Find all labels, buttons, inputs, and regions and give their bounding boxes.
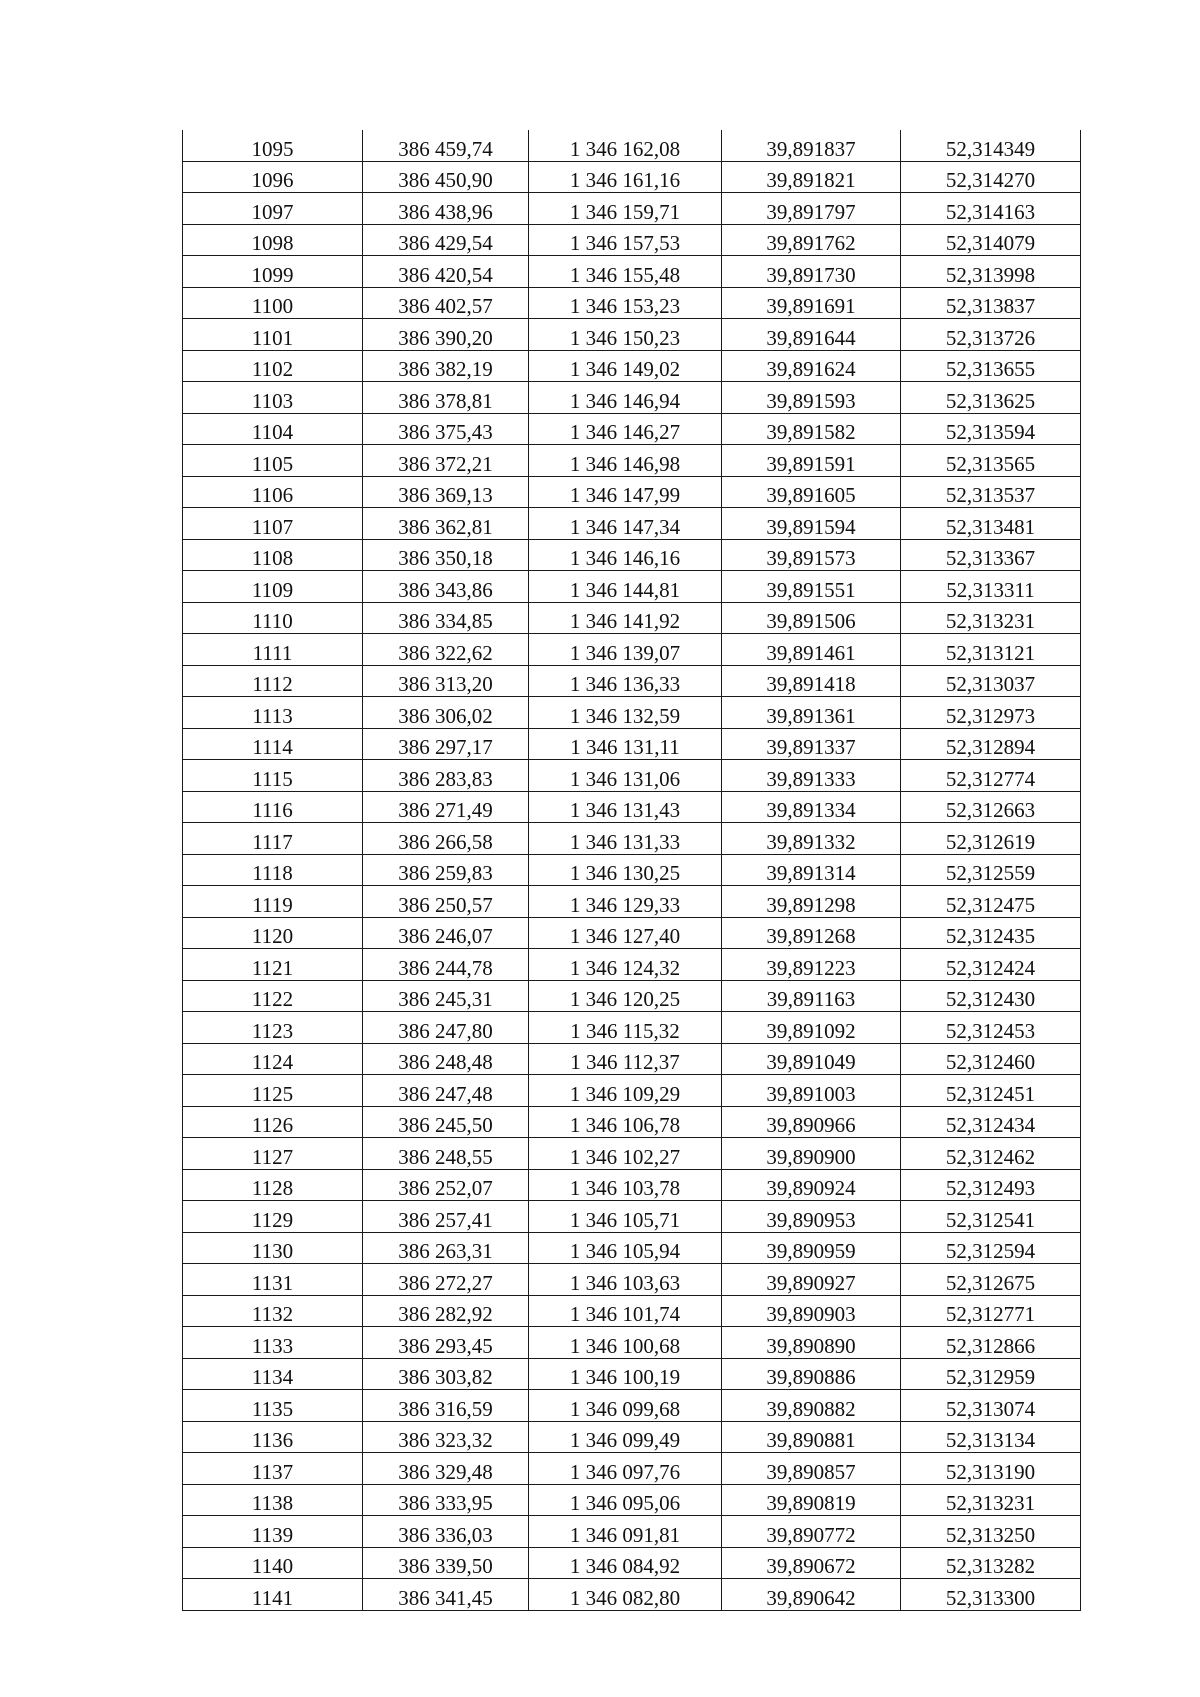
longitude-cell: 52,312462 xyxy=(901,1138,1081,1170)
x-coordinate-cell: 386 272,27 xyxy=(363,1264,529,1296)
x-coordinate-cell: 386 282,92 xyxy=(363,1295,529,1327)
point-number-cell: 1115 xyxy=(183,760,363,792)
x-coordinate-cell: 386 322,62 xyxy=(363,634,529,666)
y-coordinate-cell: 1 346 139,07 xyxy=(529,634,722,666)
x-coordinate-cell: 386 245,50 xyxy=(363,1106,529,1138)
x-coordinate-cell: 386 372,21 xyxy=(363,445,529,477)
latitude-cell: 39,891461 xyxy=(722,634,901,666)
y-coordinate-cell: 1 346 155,48 xyxy=(529,256,722,288)
y-coordinate-cell: 1 346 100,19 xyxy=(529,1358,722,1390)
latitude-cell: 39,890819 xyxy=(722,1484,901,1516)
point-number-cell: 1122 xyxy=(183,980,363,1012)
latitude-cell: 39,891506 xyxy=(722,602,901,634)
table-row xyxy=(183,1358,1081,1390)
latitude-cell: 39,891332 xyxy=(722,823,901,855)
table-row xyxy=(183,1012,1081,1044)
y-coordinate-cell: 1 346 112,37 xyxy=(529,1043,722,1075)
x-coordinate-cell: 386 252,07 xyxy=(363,1169,529,1201)
latitude-cell: 39,891049 xyxy=(722,1043,901,1075)
point-number-cell: 1100 xyxy=(183,287,363,319)
latitude-cell: 39,891298 xyxy=(722,886,901,918)
longitude-cell: 52,312663 xyxy=(901,791,1081,823)
y-coordinate-cell: 1 346 146,16 xyxy=(529,539,722,571)
point-number-cell: 1102 xyxy=(183,350,363,382)
longitude-cell: 52,312430 xyxy=(901,980,1081,1012)
point-number-cell: 1113 xyxy=(183,697,363,729)
y-coordinate-cell: 1 346 131,33 xyxy=(529,823,722,855)
latitude-cell: 39,890953 xyxy=(722,1201,901,1233)
table-row xyxy=(183,1106,1081,1138)
point-number-cell: 1140 xyxy=(183,1547,363,1579)
y-coordinate-cell: 1 346 084,92 xyxy=(529,1547,722,1579)
latitude-cell: 39,890959 xyxy=(722,1232,901,1264)
y-coordinate-cell: 1 346 091,81 xyxy=(529,1516,722,1548)
table-row xyxy=(183,161,1081,193)
x-coordinate-cell: 386 350,18 xyxy=(363,539,529,571)
longitude-cell: 52,312460 xyxy=(901,1043,1081,1075)
longitude-cell: 52,313594 xyxy=(901,413,1081,445)
x-coordinate-cell: 386 259,83 xyxy=(363,854,529,886)
longitude-cell: 52,312771 xyxy=(901,1295,1081,1327)
latitude-cell: 39,891092 xyxy=(722,1012,901,1044)
point-number-cell: 1119 xyxy=(183,886,363,918)
x-coordinate-cell: 386 316,59 xyxy=(363,1390,529,1422)
y-coordinate-cell: 1 346 103,78 xyxy=(529,1169,722,1201)
latitude-cell: 39,891730 xyxy=(722,256,901,288)
y-coordinate-cell: 1 346 130,25 xyxy=(529,854,722,886)
y-coordinate-cell: 1 346 147,99 xyxy=(529,476,722,508)
x-coordinate-cell: 386 297,17 xyxy=(363,728,529,760)
latitude-cell: 39,891591 xyxy=(722,445,901,477)
longitude-cell: 52,312619 xyxy=(901,823,1081,855)
y-coordinate-cell: 1 346 120,25 xyxy=(529,980,722,1012)
point-number-cell: 1111 xyxy=(183,634,363,666)
point-number-cell: 1126 xyxy=(183,1106,363,1138)
point-number-cell: 1120 xyxy=(183,917,363,949)
y-coordinate-cell: 1 346 106,78 xyxy=(529,1106,722,1138)
table-row xyxy=(183,382,1081,414)
y-coordinate-cell: 1 346 109,29 xyxy=(529,1075,722,1107)
latitude-cell: 39,891762 xyxy=(722,224,901,256)
latitude-cell: 39,891003 xyxy=(722,1075,901,1107)
longitude-cell: 52,313565 xyxy=(901,445,1081,477)
longitude-cell: 52,313300 xyxy=(901,1579,1081,1611)
longitude-cell: 52,313537 xyxy=(901,476,1081,508)
longitude-cell: 52,313121 xyxy=(901,634,1081,666)
table-row xyxy=(183,1547,1081,1579)
point-number-cell: 1138 xyxy=(183,1484,363,1516)
point-number-cell: 1134 xyxy=(183,1358,363,1390)
table-row xyxy=(183,665,1081,697)
table-row xyxy=(183,634,1081,666)
table-row xyxy=(183,445,1081,477)
y-coordinate-cell: 1 346 162,08 xyxy=(529,130,722,161)
point-number-cell: 1106 xyxy=(183,476,363,508)
y-coordinate-cell: 1 346 147,34 xyxy=(529,508,722,540)
longitude-cell: 52,313134 xyxy=(901,1421,1081,1453)
x-coordinate-cell: 386 250,57 xyxy=(363,886,529,918)
point-number-cell: 1125 xyxy=(183,1075,363,1107)
y-coordinate-cell: 1 346 101,74 xyxy=(529,1295,722,1327)
y-coordinate-cell: 1 346 105,71 xyxy=(529,1201,722,1233)
longitude-cell: 52,313074 xyxy=(901,1390,1081,1422)
y-coordinate-cell: 1 346 149,02 xyxy=(529,350,722,382)
x-coordinate-cell: 386 306,02 xyxy=(363,697,529,729)
x-coordinate-cell: 386 369,13 xyxy=(363,476,529,508)
point-number-cell: 1099 xyxy=(183,256,363,288)
point-number-cell: 1127 xyxy=(183,1138,363,1170)
y-coordinate-cell: 1 346 159,71 xyxy=(529,193,722,225)
x-coordinate-cell: 386 362,81 xyxy=(363,508,529,540)
y-coordinate-cell: 1 346 124,32 xyxy=(529,949,722,981)
x-coordinate-cell: 386 303,82 xyxy=(363,1358,529,1390)
latitude-cell: 39,891223 xyxy=(722,949,901,981)
x-coordinate-cell: 386 333,95 xyxy=(363,1484,529,1516)
x-coordinate-cell: 386 336,03 xyxy=(363,1516,529,1548)
table-row xyxy=(183,413,1081,445)
y-coordinate-cell: 1 346 103,63 xyxy=(529,1264,722,1296)
longitude-cell: 52,313231 xyxy=(901,1484,1081,1516)
table-row xyxy=(183,1421,1081,1453)
table-row xyxy=(183,917,1081,949)
longitude-cell: 52,312434 xyxy=(901,1106,1081,1138)
longitude-cell: 52,312559 xyxy=(901,854,1081,886)
table-row xyxy=(183,1484,1081,1516)
longitude-cell: 52,312894 xyxy=(901,728,1081,760)
x-coordinate-cell: 386 244,78 xyxy=(363,949,529,981)
x-coordinate-cell: 386 382,19 xyxy=(363,350,529,382)
longitude-cell: 52,313231 xyxy=(901,602,1081,634)
table-row xyxy=(183,256,1081,288)
table-row xyxy=(183,1516,1081,1548)
latitude-cell: 39,890924 xyxy=(722,1169,901,1201)
longitude-cell: 52,312973 xyxy=(901,697,1081,729)
point-number-cell: 1117 xyxy=(183,823,363,855)
table-row xyxy=(183,1327,1081,1359)
y-coordinate-cell: 1 346 161,16 xyxy=(529,161,722,193)
point-number-cell: 1128 xyxy=(183,1169,363,1201)
y-coordinate-cell: 1 346 146,94 xyxy=(529,382,722,414)
y-coordinate-cell: 1 346 131,06 xyxy=(529,760,722,792)
table-row xyxy=(183,476,1081,508)
point-number-cell: 1124 xyxy=(183,1043,363,1075)
latitude-cell: 39,891582 xyxy=(722,413,901,445)
point-number-cell: 1096 xyxy=(183,161,363,193)
latitude-cell: 39,891594 xyxy=(722,508,901,540)
point-number-cell: 1137 xyxy=(183,1453,363,1485)
longitude-cell: 52,312594 xyxy=(901,1232,1081,1264)
longitude-cell: 52,312675 xyxy=(901,1264,1081,1296)
x-coordinate-cell: 386 378,81 xyxy=(363,382,529,414)
y-coordinate-cell: 1 346 144,81 xyxy=(529,571,722,603)
point-number-cell: 1103 xyxy=(183,382,363,414)
latitude-cell: 39,890886 xyxy=(722,1358,901,1390)
point-number-cell: 1098 xyxy=(183,224,363,256)
x-coordinate-cell: 386 341,45 xyxy=(363,1579,529,1611)
longitude-cell: 52,312493 xyxy=(901,1169,1081,1201)
x-coordinate-cell: 386 247,80 xyxy=(363,1012,529,1044)
y-coordinate-cell: 1 346 136,33 xyxy=(529,665,722,697)
point-number-cell: 1104 xyxy=(183,413,363,445)
latitude-cell: 39,890903 xyxy=(722,1295,901,1327)
latitude-cell: 39,891624 xyxy=(722,350,901,382)
x-coordinate-cell: 386 293,45 xyxy=(363,1327,529,1359)
y-coordinate-cell: 1 346 146,98 xyxy=(529,445,722,477)
latitude-cell: 39,891605 xyxy=(722,476,901,508)
table-row xyxy=(183,350,1081,382)
point-number-cell: 1112 xyxy=(183,665,363,697)
y-coordinate-cell: 1 346 129,33 xyxy=(529,886,722,918)
latitude-cell: 39,891593 xyxy=(722,382,901,414)
longitude-cell: 52,314349 xyxy=(901,130,1081,161)
point-number-cell: 1121 xyxy=(183,949,363,981)
longitude-cell: 52,312959 xyxy=(901,1358,1081,1390)
x-coordinate-cell: 386 343,86 xyxy=(363,571,529,603)
longitude-cell: 52,313037 xyxy=(901,665,1081,697)
table-row xyxy=(183,193,1081,225)
table-row xyxy=(183,508,1081,540)
point-number-cell: 1105 xyxy=(183,445,363,477)
latitude-cell: 39,890927 xyxy=(722,1264,901,1296)
point-number-cell: 1129 xyxy=(183,1201,363,1233)
x-coordinate-cell: 386 245,31 xyxy=(363,980,529,1012)
y-coordinate-cell: 1 346 132,59 xyxy=(529,697,722,729)
x-coordinate-cell: 386 390,20 xyxy=(363,319,529,351)
table-row xyxy=(183,1232,1081,1264)
x-coordinate-cell: 386 339,50 xyxy=(363,1547,529,1579)
longitude-cell: 52,314163 xyxy=(901,193,1081,225)
longitude-cell: 52,313625 xyxy=(901,382,1081,414)
point-number-cell: 1133 xyxy=(183,1327,363,1359)
x-coordinate-cell: 386 283,83 xyxy=(363,760,529,792)
y-coordinate-cell: 1 346 146,27 xyxy=(529,413,722,445)
point-number-cell: 1097 xyxy=(183,193,363,225)
latitude-cell: 39,890882 xyxy=(722,1390,901,1422)
latitude-cell: 39,890900 xyxy=(722,1138,901,1170)
table-row xyxy=(183,760,1081,792)
y-coordinate-cell: 1 346 105,94 xyxy=(529,1232,722,1264)
latitude-cell: 39,890672 xyxy=(722,1547,901,1579)
latitude-cell: 39,890857 xyxy=(722,1453,901,1485)
table-row xyxy=(183,791,1081,823)
longitude-cell: 52,312435 xyxy=(901,917,1081,949)
longitude-cell: 52,313367 xyxy=(901,539,1081,571)
longitude-cell: 52,314270 xyxy=(901,161,1081,193)
y-coordinate-cell: 1 346 097,76 xyxy=(529,1453,722,1485)
x-coordinate-cell: 386 266,58 xyxy=(363,823,529,855)
point-number-cell: 1135 xyxy=(183,1390,363,1422)
latitude-cell: 39,891821 xyxy=(722,161,901,193)
latitude-cell: 39,891163 xyxy=(722,980,901,1012)
table-row xyxy=(183,697,1081,729)
point-number-cell: 1141 xyxy=(183,1579,363,1611)
y-coordinate-cell: 1 346 157,53 xyxy=(529,224,722,256)
x-coordinate-cell: 386 247,48 xyxy=(363,1075,529,1107)
x-coordinate-cell: 386 263,31 xyxy=(363,1232,529,1264)
longitude-cell: 52,313250 xyxy=(901,1516,1081,1548)
point-number-cell: 1132 xyxy=(183,1295,363,1327)
longitude-cell: 52,314079 xyxy=(901,224,1081,256)
table-row xyxy=(183,1169,1081,1201)
longitude-cell: 52,313481 xyxy=(901,508,1081,540)
point-number-cell: 1114 xyxy=(183,728,363,760)
latitude-cell: 39,891314 xyxy=(722,854,901,886)
x-coordinate-cell: 386 248,48 xyxy=(363,1043,529,1075)
y-coordinate-cell: 1 346 099,49 xyxy=(529,1421,722,1453)
latitude-cell: 39,891573 xyxy=(722,539,901,571)
latitude-cell: 39,890881 xyxy=(722,1421,901,1453)
coordinates-table-body xyxy=(183,130,1081,1610)
longitude-cell: 52,313282 xyxy=(901,1547,1081,1579)
longitude-cell: 52,313655 xyxy=(901,350,1081,382)
x-coordinate-cell: 386 271,49 xyxy=(363,791,529,823)
point-number-cell: 1109 xyxy=(183,571,363,603)
latitude-cell: 39,890966 xyxy=(722,1106,901,1138)
table-row xyxy=(183,130,1081,161)
table-row xyxy=(183,319,1081,351)
point-number-cell: 1123 xyxy=(183,1012,363,1044)
latitude-cell: 39,891334 xyxy=(722,791,901,823)
x-coordinate-cell: 386 313,20 xyxy=(363,665,529,697)
x-coordinate-cell: 386 323,32 xyxy=(363,1421,529,1453)
longitude-cell: 52,312475 xyxy=(901,886,1081,918)
table-row xyxy=(183,1138,1081,1170)
latitude-cell: 39,890642 xyxy=(722,1579,901,1611)
x-coordinate-cell: 386 334,85 xyxy=(363,602,529,634)
table-row xyxy=(183,602,1081,634)
point-number-cell: 1107 xyxy=(183,508,363,540)
point-number-cell: 1101 xyxy=(183,319,363,351)
longitude-cell: 52,312451 xyxy=(901,1075,1081,1107)
longitude-cell: 52,312424 xyxy=(901,949,1081,981)
longitude-cell: 52,313998 xyxy=(901,256,1081,288)
point-number-cell: 1136 xyxy=(183,1421,363,1453)
table-row xyxy=(183,980,1081,1012)
y-coordinate-cell: 1 346 095,06 xyxy=(529,1484,722,1516)
longitude-cell: 52,313726 xyxy=(901,319,1081,351)
table-row xyxy=(183,224,1081,256)
latitude-cell: 39,891418 xyxy=(722,665,901,697)
point-number-cell: 1131 xyxy=(183,1264,363,1296)
latitude-cell: 39,891333 xyxy=(722,760,901,792)
y-coordinate-cell: 1 346 150,23 xyxy=(529,319,722,351)
x-coordinate-cell: 386 257,41 xyxy=(363,1201,529,1233)
table-row xyxy=(183,1043,1081,1075)
y-coordinate-cell: 1 346 131,11 xyxy=(529,728,722,760)
table-row xyxy=(183,1453,1081,1485)
x-coordinate-cell: 386 450,90 xyxy=(363,161,529,193)
latitude-cell: 39,891797 xyxy=(722,193,901,225)
point-number-cell: 1108 xyxy=(183,539,363,571)
x-coordinate-cell: 386 375,43 xyxy=(363,413,529,445)
table-row xyxy=(183,728,1081,760)
y-coordinate-cell: 1 346 099,68 xyxy=(529,1390,722,1422)
longitude-cell: 52,313837 xyxy=(901,287,1081,319)
y-coordinate-cell: 1 346 141,92 xyxy=(529,602,722,634)
point-number-cell: 1095 xyxy=(183,130,363,161)
latitude-cell: 39,891837 xyxy=(722,130,901,161)
longitude-cell: 52,313311 xyxy=(901,571,1081,603)
latitude-cell: 39,891268 xyxy=(722,917,901,949)
table-row xyxy=(183,571,1081,603)
x-coordinate-cell: 386 438,96 xyxy=(363,193,529,225)
table-row xyxy=(183,539,1081,571)
latitude-cell: 39,891551 xyxy=(722,571,901,603)
table-row xyxy=(183,1295,1081,1327)
y-coordinate-cell: 1 346 100,68 xyxy=(529,1327,722,1359)
longitude-cell: 52,312866 xyxy=(901,1327,1081,1359)
table-row xyxy=(183,1579,1081,1611)
x-coordinate-cell: 386 329,48 xyxy=(363,1453,529,1485)
y-coordinate-cell: 1 346 127,40 xyxy=(529,917,722,949)
y-coordinate-cell: 1 346 102,27 xyxy=(529,1138,722,1170)
x-coordinate-cell: 386 459,74 xyxy=(363,130,529,161)
y-coordinate-cell: 1 346 131,43 xyxy=(529,791,722,823)
y-coordinate-cell: 1 346 115,32 xyxy=(529,1012,722,1044)
table-row xyxy=(183,1201,1081,1233)
latitude-cell: 39,891361 xyxy=(722,697,901,729)
table-row xyxy=(183,1264,1081,1296)
table-row xyxy=(183,854,1081,886)
latitude-cell: 39,891691 xyxy=(722,287,901,319)
point-number-cell: 1139 xyxy=(183,1516,363,1548)
y-coordinate-cell: 1 346 082,80 xyxy=(529,1579,722,1611)
point-number-cell: 1110 xyxy=(183,602,363,634)
x-coordinate-cell: 386 248,55 xyxy=(363,1138,529,1170)
table-row xyxy=(183,886,1081,918)
table-row xyxy=(183,1075,1081,1107)
longitude-cell: 52,312453 xyxy=(901,1012,1081,1044)
longitude-cell: 52,312774 xyxy=(901,760,1081,792)
point-number-cell: 1116 xyxy=(183,791,363,823)
latitude-cell: 39,890772 xyxy=(722,1516,901,1548)
longitude-cell: 52,313190 xyxy=(901,1453,1081,1485)
latitude-cell: 39,890890 xyxy=(722,1327,901,1359)
latitude-cell: 39,891337 xyxy=(722,728,901,760)
point-number-cell: 1130 xyxy=(183,1232,363,1264)
table-row xyxy=(183,949,1081,981)
x-coordinate-cell: 386 420,54 xyxy=(363,256,529,288)
y-coordinate-cell: 1 346 153,23 xyxy=(529,287,722,319)
longitude-cell: 52,312541 xyxy=(901,1201,1081,1233)
x-coordinate-cell: 386 246,07 xyxy=(363,917,529,949)
table-row xyxy=(183,1390,1081,1422)
coordinates-table xyxy=(182,130,1081,1611)
latitude-cell: 39,891644 xyxy=(722,319,901,351)
table-row xyxy=(183,287,1081,319)
point-number-cell: 1118 xyxy=(183,854,363,886)
x-coordinate-cell: 386 429,54 xyxy=(363,224,529,256)
x-coordinate-cell: 386 402,57 xyxy=(363,287,529,319)
table-row xyxy=(183,823,1081,855)
